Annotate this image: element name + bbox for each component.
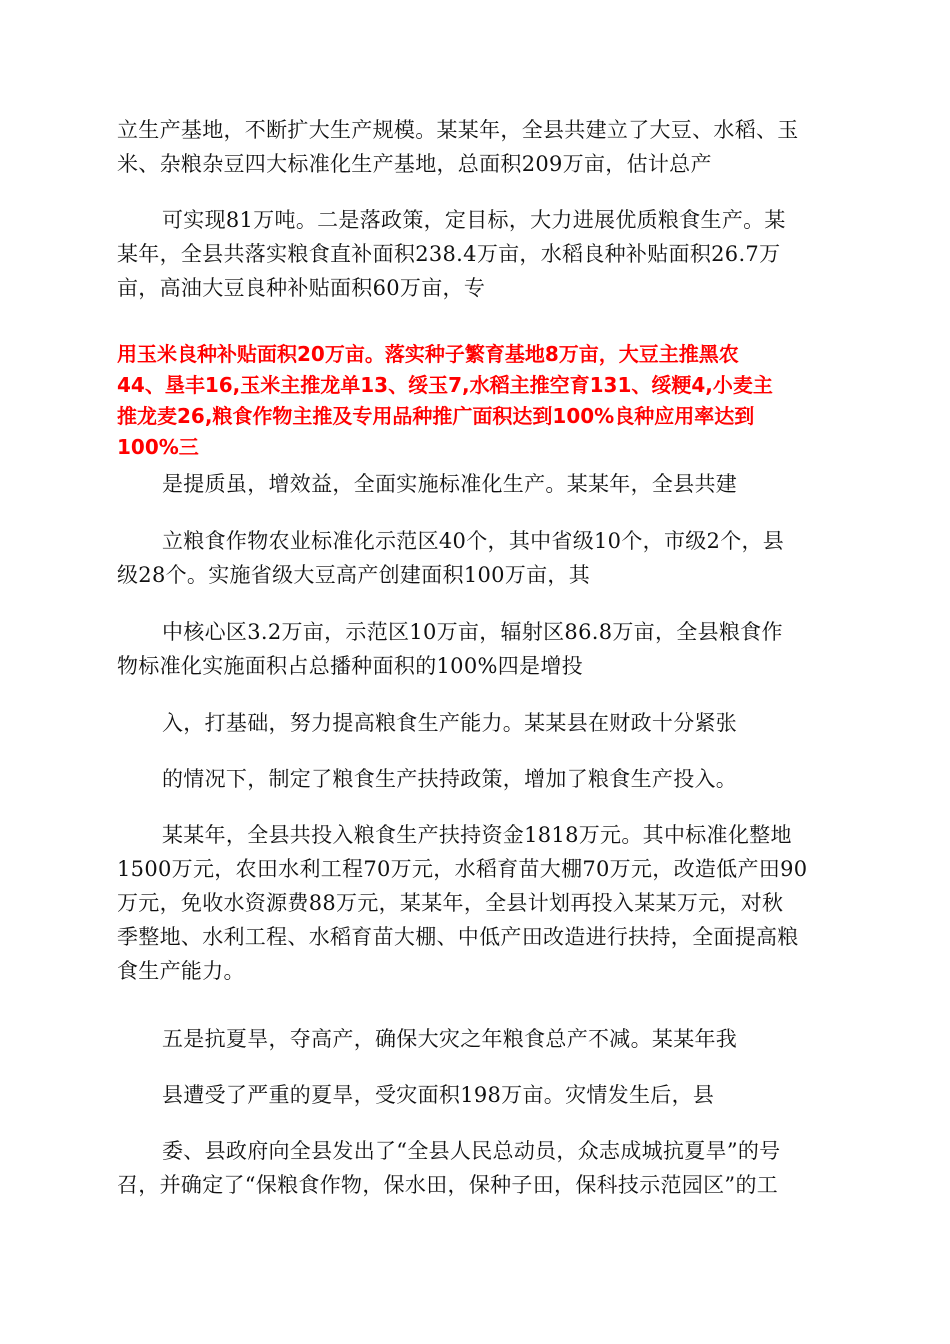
- text-line: 食生产能力。: [117, 959, 245, 983]
- text-line: 立生产基地，不断扩大生产规模。某某年，全县共建立了大豆、水稻、玉: [117, 118, 799, 142]
- text-line: 亩，高油大豆良种补贴面积60万亩，专: [117, 276, 486, 300]
- paragraph-7: [162, 706, 834, 740]
- text-line: 县遭受了严重的夏旱，受灾面积198万亩。灾情发生后，县: [162, 1083, 715, 1107]
- text-line: 中核心区3.2万亩，示范区10万亩，辐射区86.8万亩，全县粮食作: [162, 620, 783, 644]
- text-line: 可实现81万吨。二是落政策，定目标，大力进展优质粮食生产。某: [162, 208, 786, 232]
- text-line: 100%三: [117, 435, 199, 459]
- text-line: 米、杂粮杂豆四大标准化生产基地，总面积209万亩，估计总产: [117, 152, 712, 176]
- text-line: 是提质虽，增效益，全面实施标准化生产。某某年，全县共建: [162, 472, 738, 496]
- text-line: 委、县政府向全县发出了“全县人民总动员，众志成城抗夏旱”的号: [162, 1139, 781, 1163]
- paragraph-12: [117, 1134, 834, 1202]
- paragraph-5: [117, 524, 834, 592]
- highlighted-paragraph: [117, 339, 833, 463]
- text-line: 季整地、水利工程、水稻育苗大棚、中低产田改造进行扶持，全面提高粮: [117, 925, 799, 949]
- paragraph-10: [162, 1022, 834, 1056]
- text-line: 立粮食作物农业标准化示范区40个，其中省级10个，市级2个，县: [162, 529, 785, 553]
- text-line: 五是抗夏旱，夺高产，确保大灾之年粮食总产不减。某某年我: [162, 1027, 738, 1051]
- paragraph-1: [117, 113, 833, 181]
- text-line: 用玉米良种补贴面积20万亩。落实种子繁育基地8万亩，大豆主推黑农: [117, 342, 739, 366]
- text-line: 某某年，全县共投入粮食生产扶持资金1818万元。其中标准化整地: [162, 823, 792, 847]
- paragraph-9: [117, 818, 834, 988]
- paragraph-6: [117, 615, 834, 683]
- text-line: 召，并确定了“保粮食作物，保水田，保种子田，保科技示范园区”的工: [117, 1173, 779, 1197]
- text-line: 级28个。实施省级大豆高产创建面积100万亩，其: [117, 563, 591, 587]
- paragraph-4: [162, 467, 834, 501]
- paragraph-8: [162, 762, 834, 796]
- paragraph-2: [117, 203, 834, 305]
- text-line: 44、垦丰16,玉米主推龙单13、绥玉7,水稻主推空育131、绥粳4,小麦主: [117, 373, 773, 397]
- paragraph-11: [162, 1078, 834, 1112]
- text-line: 的情况下，制定了粮食生产扶持政策，增加了粮食生产投入。: [162, 767, 738, 791]
- text-line: 万元，免收水资源费88万元，某某年，全县计划再投入某某万元，对秋: [117, 891, 784, 915]
- text-line: 1500万元，农田水利工程70万元，水稻育苗大棚70万元，改造低产田90: [117, 857, 808, 881]
- text-line: 物标准化实施面积占总播种面积的100%四是增投: [117, 654, 583, 678]
- text-line: 某年，全县共落实粮食直补面积238.4万亩，水稻良种补贴面积26.7万: [117, 242, 781, 266]
- text-line: 推龙麦26,粮食作物主推及专用品种推广面积达到100%良种应用率达到: [117, 404, 755, 428]
- text-line: 入，打基础，努力提高粮食生产能力。某某县在财政十分紧张: [162, 711, 738, 735]
